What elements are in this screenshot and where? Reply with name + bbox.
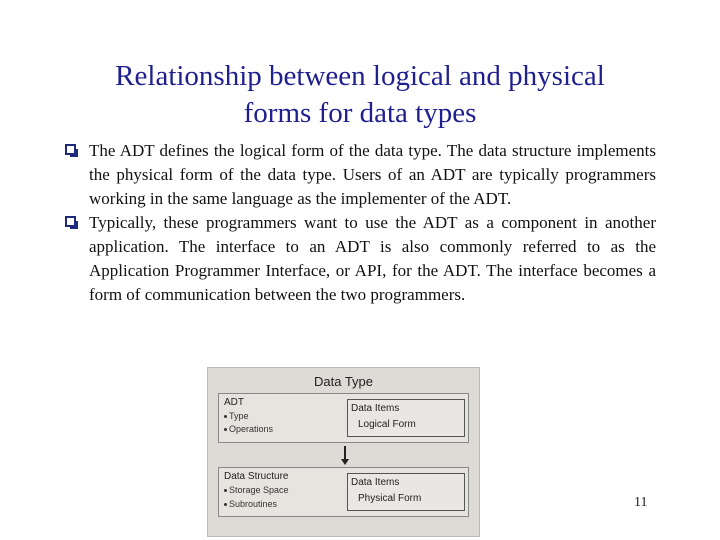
slide-title	[60, 58, 660, 132]
data-type-diagram	[207, 367, 480, 537]
logical-form-label: Logical Form	[358, 419, 416, 430]
arrow-down-icon	[341, 459, 349, 465]
adt-item-label: Operations	[229, 424, 274, 434]
title-line-2: forms for data types	[243, 97, 477, 129]
ds-item-label: Subroutines	[229, 499, 278, 509]
data-items-label: Data Items	[351, 477, 400, 488]
bullet-dot-icon	[224, 489, 227, 492]
title-line-1: Relationship between logical and physical	[115, 60, 605, 92]
physical-form-label: Physical Form	[358, 493, 422, 504]
bullet-item	[64, 139, 656, 211]
checkbox-bullet-icon	[65, 216, 76, 227]
bullet-dot-icon	[224, 428, 227, 431]
adt-item	[224, 424, 273, 434]
bullet-text: The ADT defines the logical form of the data type. The data structure implements the physical form of the data type. Users of an ADT are typically programmers working in the same language as the implementer of the ADT.	[89, 141, 656, 208]
adt-group	[218, 393, 469, 443]
data-structure-label: Data Structure	[224, 471, 289, 482]
diagram-title: Data Type	[313, 374, 374, 389]
adt-item	[224, 411, 249, 421]
arrow-line	[344, 446, 346, 460]
adt-item-label: Type	[229, 411, 249, 421]
ds-item-label: Storage Space	[229, 485, 289, 495]
data-items-label: Data Items	[351, 403, 400, 414]
ds-item	[224, 499, 277, 509]
checkbox-bullet-icon	[65, 144, 76, 155]
page-number: 11	[634, 495, 648, 510]
bullet-dot-icon	[224, 415, 227, 418]
bullet-text: Typically, these programmers want to use the ADT as a component in another application. The interface to an ADT is also commonly referred to as the Application Programmer Interface, or API, for the ADT. The interface becomes a form of communication between the two programmers.	[89, 213, 656, 304]
bullet-list	[64, 139, 656, 307]
logical-data-items-box	[347, 399, 465, 437]
adt-label: ADT	[224, 397, 244, 408]
physical-data-items-box	[347, 473, 465, 511]
bullet-dot-icon	[224, 503, 227, 506]
ds-item	[224, 485, 289, 495]
data-structure-group	[218, 467, 469, 517]
bullet-item	[64, 211, 656, 307]
